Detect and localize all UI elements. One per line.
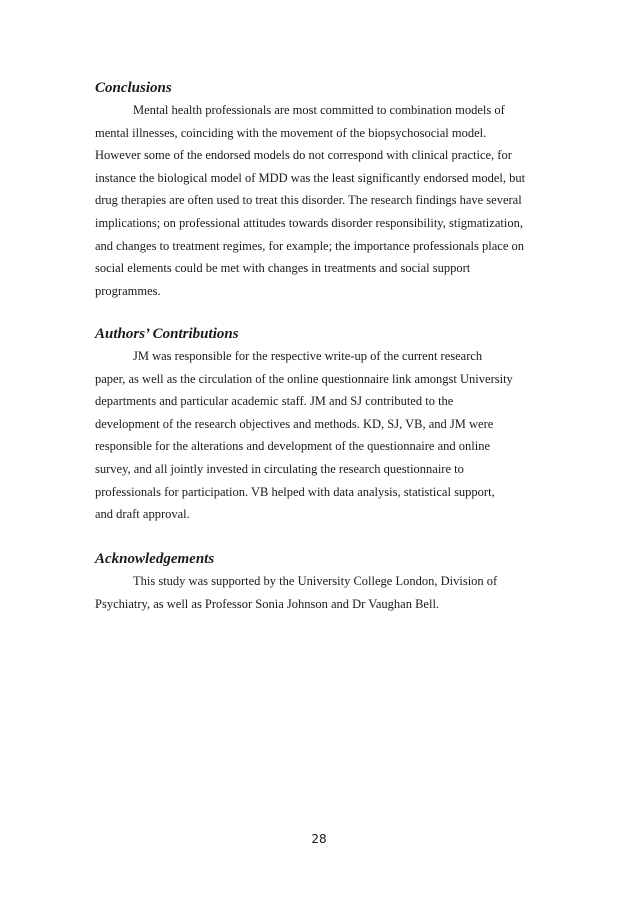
page-number: 28	[311, 832, 327, 846]
paragraph-line: JM was responsible for the respective write-up of the current research	[133, 349, 483, 363]
paragraph-line: However some of the endorsed models do not correspond with clinical practice, for	[95, 148, 512, 163]
contributions-section	[95, 324, 555, 526]
acknowledgements-section	[95, 549, 555, 615]
paragraph-line: survey, and all jointly invested in circulating the research questionnaire to	[95, 461, 464, 476]
paragraph-line: This study was supported by the University College London, Division of	[133, 574, 498, 588]
acknowledgements-heading: Acknowledgements	[95, 551, 215, 567]
paragraph-line: and changes to treatment regimes, for example; the importance professionals place on	[95, 238, 525, 253]
paragraph-line: drug therapies are often used to treat this disorder. The research findings have several	[95, 193, 522, 208]
paragraph-line: programmes.	[95, 283, 161, 298]
paragraph-line: instance the biological model of MDD was the least significantly endorsed model, but	[95, 170, 526, 185]
paragraph-line: social elements could be met with changes in treatments and social support	[95, 261, 471, 276]
contributions-heading: Authors’ Contributions	[95, 326, 239, 342]
paragraph-line: development of the research objectives and methods. KD, SJ, VB, and JM were	[95, 416, 494, 431]
paragraph-line: responsible for the alterations and development of the questionnaire and online	[95, 439, 491, 454]
conclusions-heading: Conclusions	[95, 80, 172, 96]
paragraph-line: Psychiatry, as well as Professor Sonia Johnson and Dr Vaughan Bell.	[95, 596, 440, 611]
paragraph-line: departments and particular academic staff. JM and SJ contributed to the	[95, 394, 454, 409]
paragraph-line: paper, as well as the circulation of the online questionnaire link amongst University	[95, 371, 513, 386]
paragraph-line: mental illnesses, coinciding with the movement of the biopsychosocial model.	[95, 125, 487, 140]
paragraph-line: implications; on professional attitudes towards disorder responsibility, stigmatization,	[95, 215, 523, 230]
conclusions-section	[95, 78, 555, 302]
paragraph-line: Mental health professionals are most committed to combination models of	[133, 103, 505, 117]
paragraph-line: professionals for participation. VB helped with data analysis, statistical support,	[95, 484, 495, 499]
paragraph-line: and draft approval.	[95, 507, 190, 522]
